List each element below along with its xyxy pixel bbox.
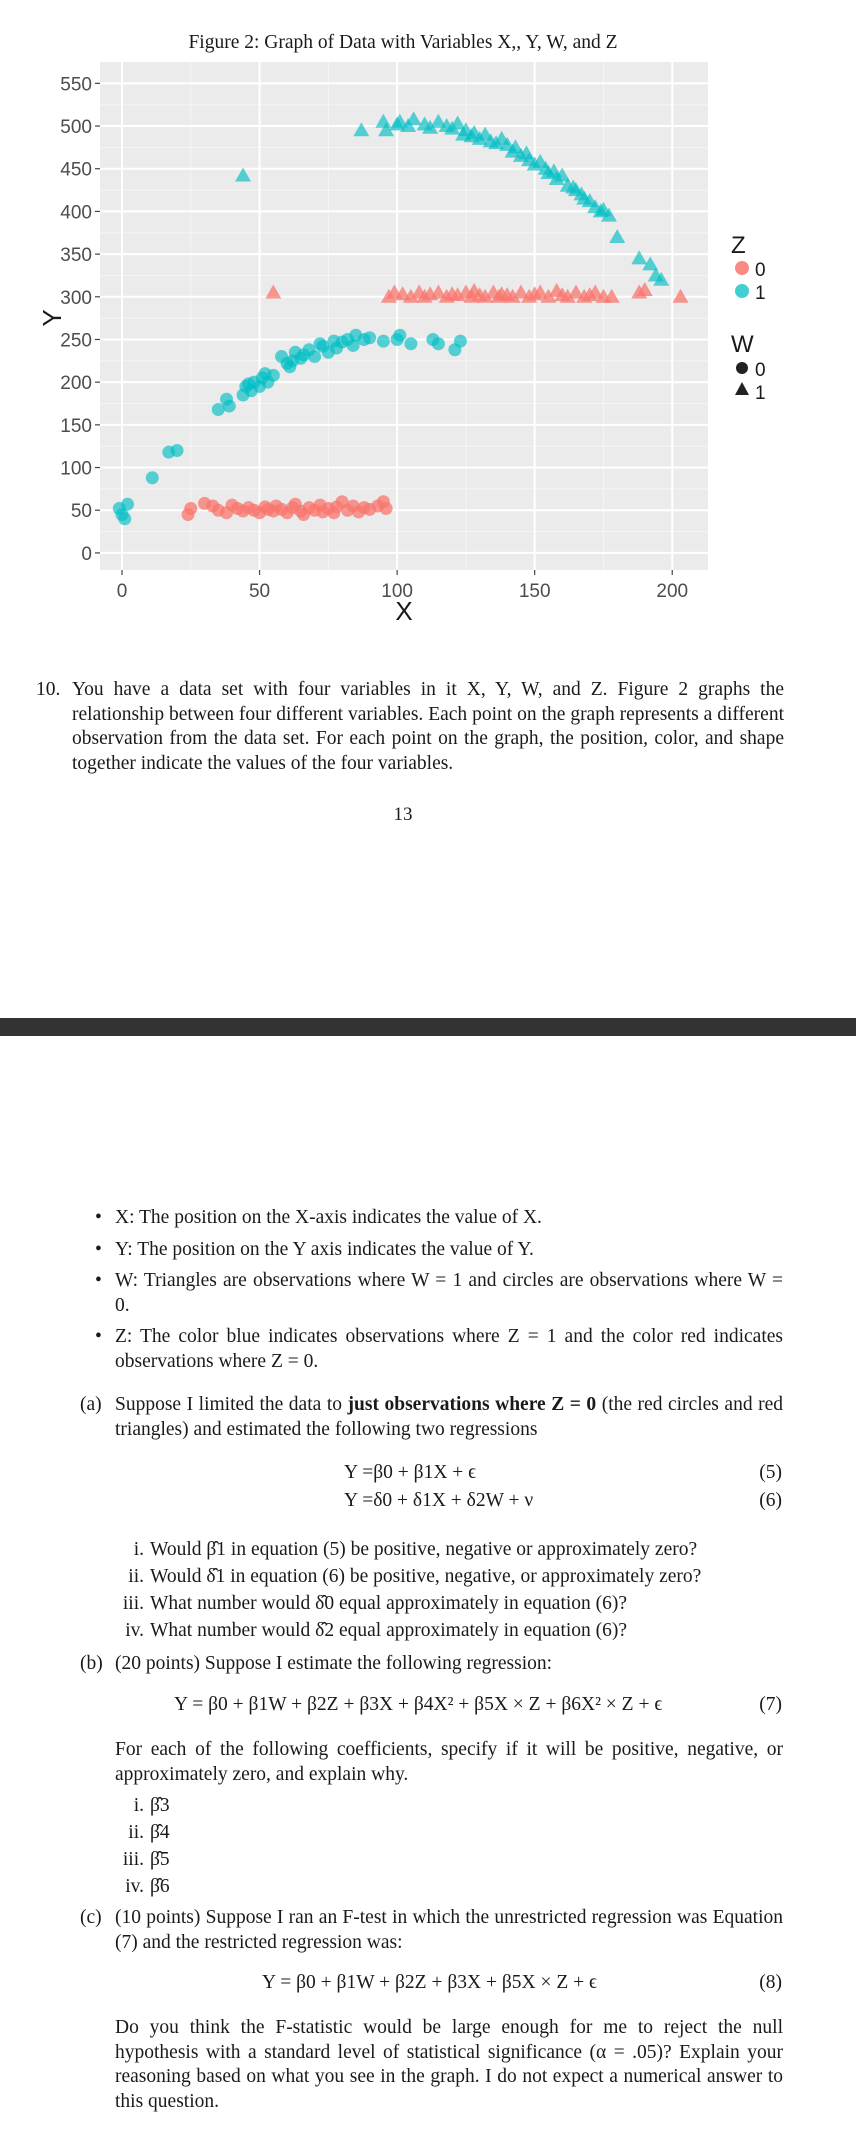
- part-a-bold: just observations where Z = 0: [347, 1394, 597, 1415]
- page-number: 13: [393, 804, 413, 825]
- part-b-instructions: [80, 1738, 783, 1787]
- data-point-circle: [184, 502, 197, 515]
- data-point-circle: [377, 335, 390, 348]
- legend: [731, 232, 766, 404]
- list-item: • Y: The position on the Y axis indicates the value of Y.: [95, 1238, 783, 1263]
- data-point-circle: [267, 369, 280, 382]
- data-point-circle: [404, 337, 417, 350]
- equation-5: Y =β0 + β1X + ϵ: [344, 1462, 477, 1483]
- y-axis-label: Y: [37, 309, 67, 327]
- item-numeral: ii.: [128, 1822, 144, 1843]
- list-item: [116, 1873, 796, 1900]
- data-point-circle: [146, 471, 159, 484]
- x-tick-label: 0: [116, 581, 128, 602]
- legend-z-title: Z: [731, 232, 746, 259]
- part-a-label: (a): [80, 1394, 102, 1415]
- data-point-circle: [121, 498, 134, 511]
- item-text: β̂6: [150, 1876, 170, 1897]
- item-text: What number would δ̂0 equal approximately in equation (6)?: [150, 1593, 628, 1614]
- list-item: • Z: The color blue indicates observations where Z = 1 and the color red indicates observations where Z = 0.: [95, 1325, 783, 1374]
- legend-w0-label: 0: [755, 360, 766, 381]
- item-numeral: iv.: [125, 1876, 144, 1897]
- legend-z0-label: 0: [755, 260, 766, 281]
- part-c-question: [80, 2016, 783, 2114]
- list-item: • W: Triangles are observations where W = 1 and circles are observations where W = 0.: [95, 1269, 783, 1318]
- part-b-text: (20 points) Suppose I estimate the following regression:: [115, 1653, 553, 1674]
- part-a-text: [115, 1393, 783, 1442]
- equation-8-number: (8): [759, 1972, 782, 1993]
- page-1: [0, 0, 856, 1018]
- x-tick-label: 100: [381, 581, 413, 602]
- y-tick-label: 500: [60, 117, 92, 139]
- data-point-circle: [308, 350, 321, 363]
- item-text: β̂4: [150, 1822, 170, 1843]
- y-tick-label: 350: [60, 245, 92, 267]
- x-tick-label: 200: [656, 581, 689, 602]
- y-tick-label: 0: [81, 543, 92, 565]
- page-divider: [0, 1018, 856, 1036]
- item-text: β̂3: [150, 1795, 170, 1816]
- legend-w-title: W: [731, 331, 754, 358]
- part-a-text-after: (the red circles and red triangles) and estimated the following two regressions: [115, 1394, 784, 1440]
- equation-8: Y = β0 + β1W + β2Z + β3X + β5X × Z + ϵ: [262, 1972, 597, 1993]
- item-numeral: iii.: [122, 1849, 144, 1870]
- equation-7-number: (7): [759, 1694, 782, 1715]
- list-item: [116, 1563, 796, 1590]
- data-point-circle: [432, 337, 445, 350]
- item-numeral: ii.: [128, 1566, 144, 1587]
- part-b-instructions-text: For each of the following coefficients, specify if it will be positive, negative, or approximately zero, and explain why.: [115, 1739, 783, 1785]
- list-item: • X: The position on the X-axis indicates the value of X.: [95, 1206, 783, 1231]
- data-point-circle: [454, 335, 467, 348]
- item-text: β̂5: [150, 1849, 170, 1870]
- part-c-label: (c): [80, 1907, 102, 1928]
- equation-5-number: (5): [759, 1462, 782, 1483]
- figure-title: Figure 2: Graph of Data with Variables X,, Y, W, and Z: [188, 32, 618, 53]
- item-text: What number would δ̂2 equal approximately in equation (6)?: [150, 1620, 628, 1641]
- x-tick-label: 150: [518, 581, 551, 602]
- list-item: [116, 1590, 796, 1617]
- part-b-items: [116, 1792, 796, 1900]
- y-tick-label: 450: [60, 159, 92, 181]
- part-b-label: (b): [80, 1653, 103, 1674]
- y-tick-label: 250: [60, 330, 92, 352]
- list-item: [116, 1617, 796, 1644]
- legend-z1-label: 1: [755, 283, 766, 304]
- y-tick-label: 150: [60, 415, 92, 437]
- part-a-items: [116, 1536, 796, 1644]
- data-point-circle: [363, 331, 376, 344]
- equation-7: Y = β0 + β1W + β2Z + β3X + β4X² + β5X × Z + β6X² × Z + ϵ: [174, 1694, 663, 1715]
- list-item: [116, 1819, 796, 1846]
- question-text: You have a data set with four variables in it X, Y, W, and Z. Figure 2 graphs the relationship between four different variables. Each point on the graph represents a different observation from the data set. For each point on the graph, the position, color, and shape together indicate the values of the four variables.: [72, 679, 784, 774]
- part-a: [80, 1393, 783, 1442]
- part-c: [80, 1906, 783, 1955]
- y-tick-label: 200: [60, 373, 92, 395]
- data-point-circle: [171, 444, 184, 457]
- item-numeral: iii.: [122, 1593, 144, 1614]
- legend-w1-swatch: [735, 382, 749, 395]
- part-b: [80, 1652, 783, 1677]
- list-item: [116, 1536, 796, 1563]
- part-c-text: (10 points) Suppose I ran an F-test in which the unrestricted regression was Equation (7) and the restricted regression was:: [115, 1907, 783, 1953]
- scatter-chart: [0, 0, 856, 640]
- x-tick-label: 50: [248, 581, 271, 602]
- data-point-circle: [393, 329, 406, 342]
- data-point-circle: [118, 512, 131, 525]
- data-point-circle: [380, 502, 393, 515]
- legend-z1-swatch: [735, 284, 749, 298]
- part-a-text-before: Suppose I limited the data to: [115, 1394, 348, 1415]
- question-10: [36, 678, 784, 776]
- list-item: [116, 1792, 796, 1819]
- item-numeral: i.: [133, 1795, 144, 1816]
- legend-w1-label: 1: [755, 383, 766, 404]
- item-numeral: i.: [133, 1539, 144, 1560]
- y-tick-label: 50: [70, 501, 92, 523]
- part-c-question-text: Do you think the F-statistic would be large enough for me to reject the null hypothesis with a standard level of statistical significance (α = .05)? Explain your reasoning based on what you see in the graph. I do not expect a numerical answer to this question.: [115, 2017, 783, 2112]
- y-tick-label: 100: [60, 458, 92, 480]
- item-text: Would δ̂1 in equation (6) be positive, negative, or approximately zero?: [150, 1566, 702, 1587]
- legend-w0-swatch: [736, 362, 748, 374]
- variable-list: [95, 1206, 783, 1381]
- list-item: [116, 1846, 796, 1873]
- x-axis-label: X: [395, 596, 413, 626]
- y-tick-label: 550: [60, 74, 92, 96]
- item-text: Would β̂1 in equation (5) be positive, negative or approximately zero?: [150, 1539, 698, 1560]
- data-point-circle: [212, 403, 225, 416]
- legend-z0-swatch: [735, 261, 749, 275]
- equation-6-number: (6): [759, 1490, 782, 1511]
- equation-6: Y =δ0 + δ1X + δ2W + ν: [344, 1490, 534, 1511]
- question-number: 10.: [36, 679, 61, 700]
- y-tick-label: 400: [60, 202, 92, 224]
- y-tick-label: 300: [60, 287, 92, 309]
- data-point-circle: [223, 400, 236, 413]
- item-numeral: iv.: [125, 1620, 144, 1641]
